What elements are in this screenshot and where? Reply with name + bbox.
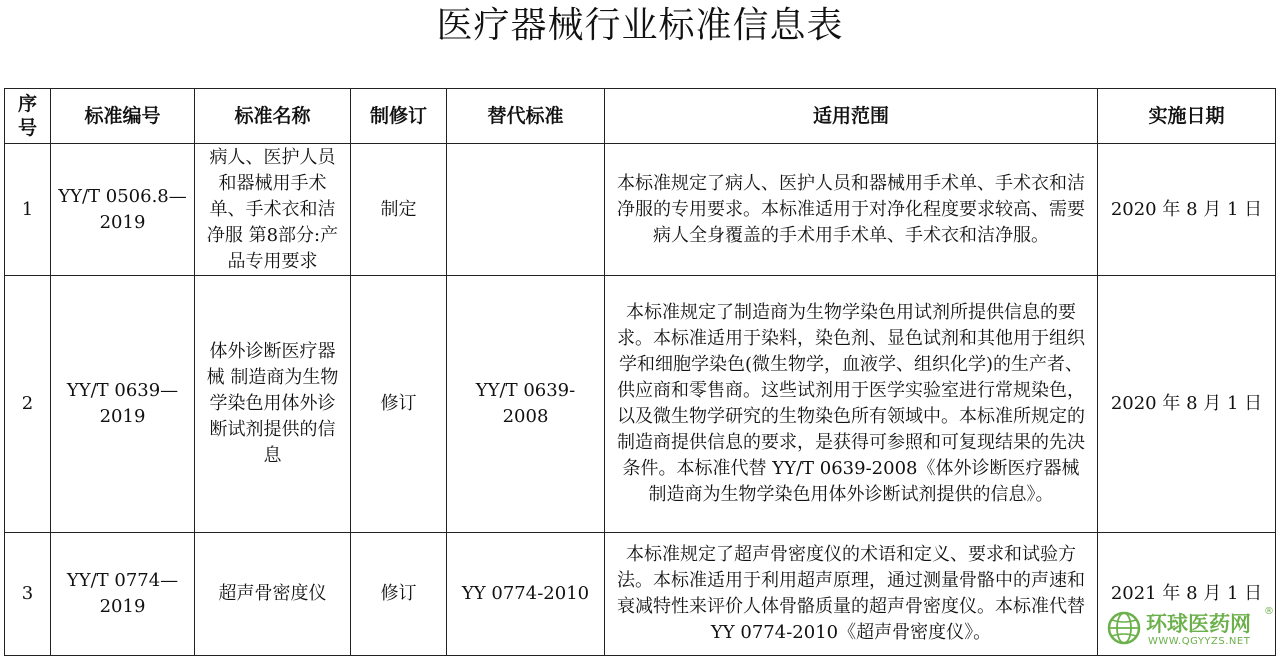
cell-seq: 3 xyxy=(5,533,51,656)
cell-name: 超声骨密度仪 xyxy=(195,533,351,656)
cell-type: 修订 xyxy=(351,533,447,656)
cell-code: YY/T 0774—2019 xyxy=(51,533,195,656)
cell-seq: 2 xyxy=(5,276,51,533)
cell-code: YY/T 0506.8—2019 xyxy=(51,144,195,276)
table-row xyxy=(5,144,1276,276)
cell-type: 修订 xyxy=(351,276,447,533)
table-header-row xyxy=(5,89,1276,144)
cell-name: 体外诊断医疗器械 制造商为生物学染色用体外诊断试剂提供的信息 xyxy=(195,276,351,533)
cell-replaces: YY 0774-2010 xyxy=(447,533,605,656)
col-header-type: 制修订 xyxy=(351,89,447,144)
watermark-registered-mark: ® xyxy=(1264,606,1274,617)
table-row xyxy=(5,533,1276,656)
col-header-scope: 适用范围 xyxy=(605,89,1098,144)
cell-replaces xyxy=(447,144,605,276)
site-watermark xyxy=(1104,606,1280,652)
col-header-date: 实施日期 xyxy=(1098,89,1276,144)
standards-table xyxy=(4,88,1276,656)
col-header-code: 标准编号 xyxy=(51,89,195,144)
cell-seq: 1 xyxy=(5,144,51,276)
table-row xyxy=(5,276,1276,533)
watermark-url: WWW.QGYYZS.NET xyxy=(1148,636,1251,647)
cell-date: 2020 年 8 月 1 日 xyxy=(1098,276,1276,533)
col-header-seq: 序号 xyxy=(5,89,51,144)
cell-scope: 本标准规定了超声骨密度仪的术语和定义、要求和试验方法。本标准适用于利用超声原理，通过测量骨骼中的声速和衰减特性来评价人体骨骼质量的超声骨密度仪。本标准代替 YY 0774-2010《超声骨密度仪》。 xyxy=(605,533,1098,656)
cell-scope: 本标准规定了病人、医护人员和器械用手术单、手术衣和洁净服的专用要求。本标准适用于对净化程度要求较高、需要病人全身覆盖的手术用手术单、手术衣和洁净服。 xyxy=(605,144,1098,276)
page-title: 医疗器械行业标准信息表 xyxy=(436,5,844,46)
watermark-site-name: 环球医药网 xyxy=(1146,612,1251,636)
globe-leaf-logo-icon xyxy=(1106,610,1142,646)
cell-code: YY/T 0639—2019 xyxy=(51,276,195,533)
cell-replaces: YY/T 0639-2008 xyxy=(447,276,605,533)
cell-date: 2021 年 8 月 1 日 xyxy=(1098,533,1276,656)
cell-date: 2020 年 8 月 1 日 xyxy=(1098,144,1276,276)
col-header-replaces: 替代标准 xyxy=(447,89,605,144)
cell-scope: 本标准规定了制造商为生物学染色用试剂所提供信息的要求。本标准适用于染料，染色剂、显色试剂和其他用于组织学和细胞学染色(微生物学，血液学、组织化学)的生产者、供应商和零售商。这些试剂用于医学实验室进行常规染色，以及微生物学研究的生物染色所有领域中。本标准所规定的制造商提供信息的要求，是获得可参照和可复现结果的先决条件。本标准代替 YY/T 0639-2008《体外诊断医疗器械 制造商为生物学染色用体外诊断试剂提供的信息》。 xyxy=(605,276,1098,533)
cell-type: 制定 xyxy=(351,144,447,276)
col-header-name: 标准名称 xyxy=(195,89,351,144)
cell-name: 病人、医护人员和器械用手术单、手术衣和洁净服 第8部分:产品专用要求 xyxy=(195,144,351,276)
